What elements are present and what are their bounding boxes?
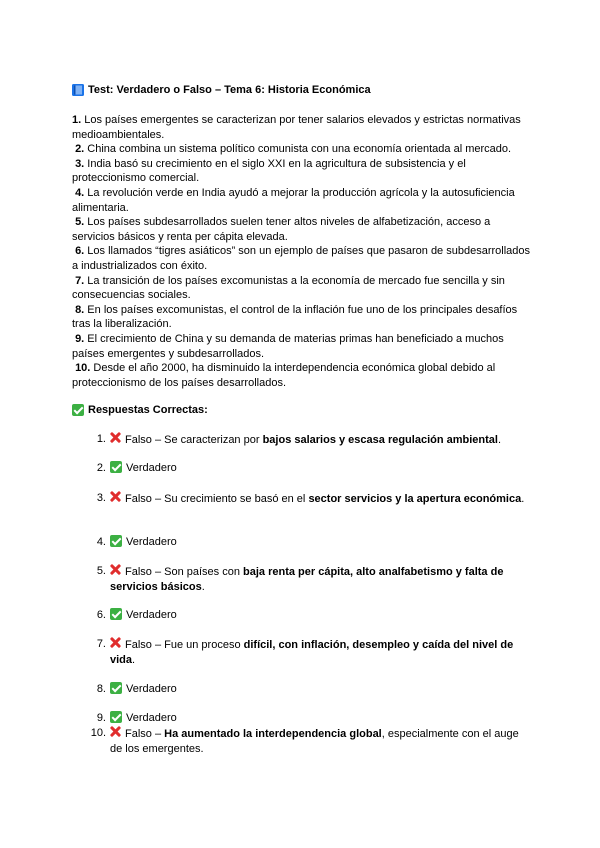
question-item [72, 113, 532, 142]
cross-mark-icon [110, 491, 121, 502]
answer-lead: Falso – [125, 728, 165, 740]
answer-lead: Falso – Se caracterizan por [125, 434, 263, 446]
question-item [72, 244, 532, 273]
answer-number: 4. [96, 536, 106, 548]
answer-lead: Falso – Fue un proceso [125, 639, 244, 651]
answer-emphasis: Ha aumentado la interdependencia global [164, 728, 382, 740]
question-text: Los países subdesarrollados suelen tener altos niveles de alfabetización, acceso a servicios básicos y renta per cápita elevada. [72, 216, 491, 243]
answer-number: 5. [96, 565, 106, 577]
question-item [72, 303, 532, 332]
answer-lead: Falso – Son países con [125, 566, 244, 578]
check-mark-icon [110, 711, 122, 723]
answer-tail: , especialmente con el auge de los emergentes. [110, 728, 519, 755]
blue-book-icon [72, 84, 84, 96]
question-text: El crecimiento de China y su demanda de materias primas han beneficiado a muchos países emergentes y subdesarrollados. [72, 332, 504, 360]
answer-lead: Falso – Su crecimiento se basó en el [125, 493, 309, 505]
answer-emphasis: sector servicios y la apertura económica [308, 493, 522, 505]
answer-lead: Verdadero [126, 683, 177, 695]
check-mark-icon [110, 682, 122, 694]
answer-body [110, 608, 534, 623]
question-number: 2. [75, 143, 85, 156]
question-number: 5. [75, 216, 85, 229]
answer-lead: Verdadero [126, 462, 177, 474]
document-title-row [72, 84, 371, 96]
answer-tail: . [132, 653, 136, 666]
question-text: La revolución verde en India ayudó a mejorar la producción agrícola y la autosuficiencia alimentaria. [72, 186, 515, 214]
questions-list [72, 113, 532, 390]
question-item [72, 274, 532, 303]
question-number: 7. [75, 274, 85, 287]
answer-number: 10. [90, 727, 106, 739]
check-mark-icon [72, 404, 84, 416]
answer-body [110, 564, 534, 594]
check-mark-icon [110, 608, 122, 620]
answer-emphasis: bajos salarios y escasa regulación ambiental [262, 434, 498, 446]
answer-number: 8. [96, 683, 106, 695]
check-mark-icon [110, 535, 122, 547]
answer-number: 3. [96, 492, 106, 504]
answer-tail: . [497, 434, 502, 446]
cross-mark-icon [110, 564, 121, 575]
question-number: 8. [75, 303, 85, 316]
question-item [72, 332, 532, 361]
answer-body [110, 637, 534, 667]
answer-body [110, 682, 534, 697]
question-text: Desde el año 2000, ha disminuido la interdependencia económica global debido al proteccionismo de los países desarrollados. [72, 362, 496, 389]
cross-mark-icon [110, 432, 121, 443]
question-text: India basó su crecimiento en el siglo XXI en la agricultura de subsistencia y el proteccionismo comercial. [72, 157, 466, 185]
question-item [72, 361, 532, 390]
answers-heading: Respuestas Correctas: [88, 404, 208, 416]
answer-body [110, 535, 534, 550]
answer-body [110, 711, 534, 726]
answer-number: 6. [96, 609, 106, 621]
question-number: 10. [75, 362, 91, 375]
question-item [72, 142, 532, 157]
cross-mark-icon [110, 637, 121, 648]
answer-emphasis: difícil, con inflación, desempleo y caída del nivel de vida [110, 639, 514, 666]
answer-number: 7. [96, 638, 106, 650]
question-item [72, 157, 532, 186]
answer-number: 2. [96, 462, 106, 474]
question-item [72, 215, 532, 244]
question-text: Los países emergentes se caracterizan por tener salarios elevados y estrictas normativas medioambientales. [72, 114, 521, 141]
question-number: 3. [75, 157, 85, 170]
question-text: Los llamados “tigres asiáticos” son un ejemplo de países que pasaron de subdesarrollados a industrializados con éxito. [72, 245, 531, 272]
question-number: 9. [75, 332, 85, 345]
answer-lead: Verdadero [126, 712, 177, 724]
answer-number: 1. [96, 433, 106, 445]
answer-tail: . [521, 493, 525, 505]
answer-lead: Verdadero [126, 609, 177, 621]
question-text: En los países excomunistas, el control de la inflación fue uno de los principales desafíos tras la liberalización. [72, 303, 518, 331]
answer-tail: . [201, 580, 205, 593]
answer-emphasis: baja renta per cápita, alto analfabetismo y falta de servicios básicos [110, 566, 504, 593]
answer-body [110, 432, 534, 448]
answers-heading-row [72, 404, 208, 416]
document-title: Test: Verdadero o Falso – Tema 6: Historia Económica [88, 84, 371, 96]
answer-body [110, 726, 534, 756]
answer-body [110, 461, 534, 476]
cross-mark-icon [110, 726, 121, 737]
answer-number: 9. [96, 712, 106, 724]
question-number: 4. [75, 186, 85, 199]
question-text: China combina un sistema político comunista con una economía orientada al mercado. [84, 143, 512, 156]
question-text: La transición de los países excomunistas a la economía de mercado fue sencilla y sin consecuencias sociales. [72, 274, 505, 302]
question-item [72, 186, 532, 215]
question-number: 6. [75, 245, 85, 258]
answer-body [110, 491, 534, 507]
question-number: 1. [72, 114, 82, 126]
check-mark-icon [110, 461, 122, 473]
answer-lead: Verdadero [126, 536, 177, 548]
